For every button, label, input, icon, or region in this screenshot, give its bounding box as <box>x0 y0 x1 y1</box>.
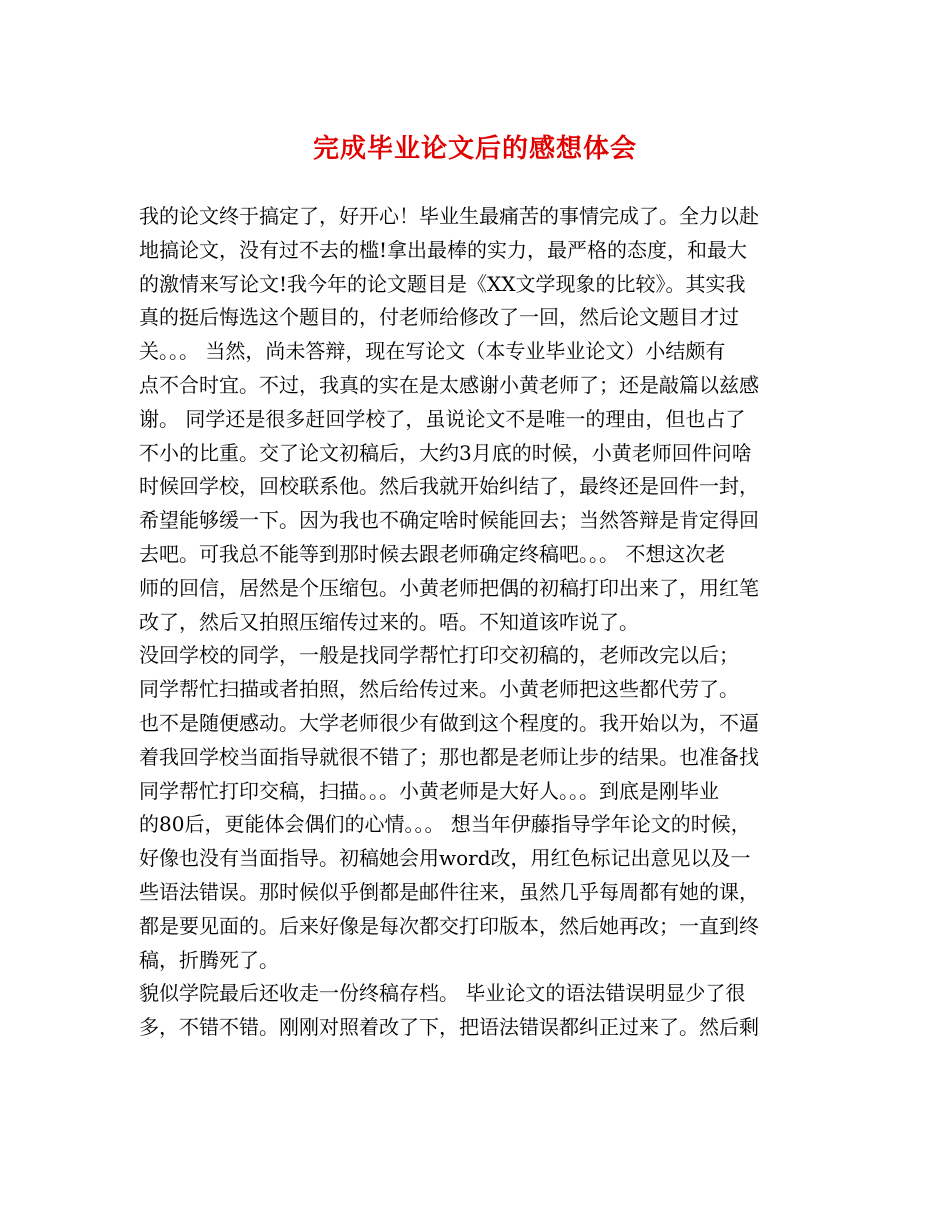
text-line: 去吧。可我总不能等到那时候去跟老师确定终稿吧。。。 不想这次老 <box>139 541 726 566</box>
text-line: 时候回学校，回校联系他。然后我就开始纠结了，最终还是回件一封， <box>139 474 759 499</box>
text-line: 都是要见面的。后来好像是每次都交打印版本，然后她再改；一直到终 <box>139 913 759 938</box>
text-line: 改了，然后又拍照压缩传过来的。唔。不知道该咋说了。 <box>139 609 639 634</box>
text-line: 真的挺后悔选这个题目的，付老师给修改了一回，然后论文题目才过 <box>139 305 739 330</box>
text-line: 谢。 同学还是很多赶回学校了，虽说论文不是唯一的理由，但也占了 <box>139 406 746 431</box>
text-line: 同学帮忙扫描或者拍照，然后给传过来。小黄老师把这些都代劳了。 <box>139 677 739 702</box>
text-line: 貌似学院最后还收走一份终稿存档。 毕业论文的语法错误明显少了很 <box>139 981 746 1006</box>
text-line: 师的回信，居然是个压缩包。小黄老师把偶的初稿打印出来了，用红笔 <box>139 575 759 600</box>
document-title: 完成毕业论文后的感想体会 <box>312 134 637 164</box>
text-line: 希望能够缓一下。因为我也不确定啥时候能回去；当然答辩是肯定得回 <box>139 508 759 533</box>
text-line: 多，不错不错。刚刚对照着改了下，把语法错误都纠正过来了。然后剩 <box>139 1015 759 1040</box>
text-line: 的激情来写论文!我今年的论文题目是《XX文学现象的比较》。其实我 <box>139 271 746 296</box>
text-line: 好像也没有当面指导。初稿她会用word改，用红色标记出意见以及一 <box>139 846 751 871</box>
text-line: 我的论文终于搞定了，好开心！毕业生最痛苦的事情完成了。全力以赴 <box>139 204 759 228</box>
text-line: 不小的比重。交了论文初稿后，大约3月底的时候，小黄老师回件问啥 <box>139 440 752 465</box>
text-line: 同学帮忙打印交稿，扫描。。。小黄老师是大好人。。。到底是刚毕业 <box>139 778 719 803</box>
text-line: 的80后，更能体会偶们的心情。。。 想当年伊藤指导学年论文的时候， <box>139 812 751 837</box>
text-line: 没回学校的同学，一般是找同学帮忙打印交初稿的，老师改完以后； <box>139 643 739 668</box>
document-body <box>139 200 839 1045</box>
text-line: 地搞论文，没有过不去的槛!拿出最棒的实力，最严格的态度，和最大 <box>139 237 748 262</box>
text-line: 着我回学校当面指导就很不错了；那也都是老师让步的结果。也准备找 <box>139 744 759 769</box>
text-line: 关。。。 当然，尚未答辩，现在写论文（本专业毕业论文）小结颇有 <box>139 339 726 364</box>
text-line: 点不合时宜。不过，我真的实在是太感谢小黄老师了；还是敲篇以兹感 <box>139 372 759 397</box>
text-line: 些语法错误。那时候似乎倒都是邮件往来，虽然几乎每周都有她的课， <box>139 879 759 904</box>
text-line: 也不是随便感动。大学老师很少有做到这个程度的。我开始以为，不逼 <box>139 710 759 735</box>
text-line: 稿，折腾死了。 <box>139 947 279 972</box>
